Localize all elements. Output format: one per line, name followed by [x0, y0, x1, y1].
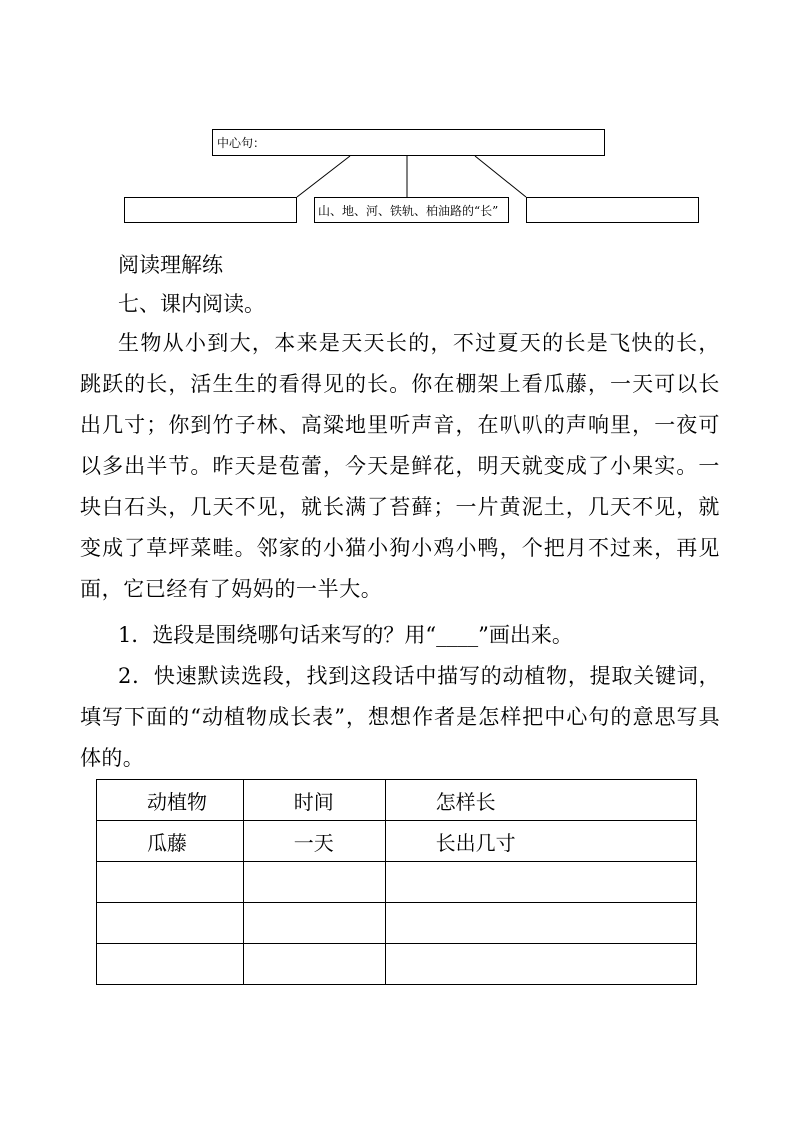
- table-cell-empty[interactable]: [243, 862, 385, 903]
- growth-table: [96, 779, 697, 985]
- central-sentence-box[interactable]: [212, 129, 605, 156]
- table-row: [97, 862, 697, 903]
- middle-example-text: 山、地、河、铁轨、柏油路的“长”: [318, 204, 499, 218]
- table-row: [97, 903, 697, 944]
- header-cell: 动植物: [97, 780, 244, 821]
- section-title: 阅读理解练: [118, 253, 223, 277]
- exercise-title: 七、课内阅读。: [118, 292, 265, 316]
- mind-map-diagram: [0, 0, 793, 240]
- table-header-row: [97, 780, 697, 821]
- middle-example-box: [314, 197, 509, 223]
- question-1: 1．选段是围绕哪句话来写的？用“____”画出来。: [118, 623, 573, 647]
- table-cell: 瓜藤: [97, 821, 244, 862]
- table-row: [97, 944, 697, 985]
- reading-passage: 生物从小到大，本来是天天长的，不过夏天的长是飞快的长，跳跃的长，活生生的看得见的长。你在棚架上看瓜藤，一天可以长出几寸；你到竹子林、高粱地里听声音，在叭叭的声响里，一夜可以多出半节。昨天是苞蕾，今天是鲜花，明天就变成了小果实。一块白石头，几天不见，就长满了苔藓；一片黄泥土，几天不见，就变成了草坪菜畦。邻家的小猫小狗小鸡小鸭，个把月不过来，再见面，它已经有了妈妈的一半大。: [80, 331, 720, 601]
- table-cell-empty[interactable]: [97, 944, 244, 985]
- table-row: [97, 821, 697, 862]
- left-answer-box[interactable]: [124, 197, 297, 223]
- table-cell-empty[interactable]: [97, 903, 244, 944]
- question-2: 2．快速默读选段，找到这段话中描写的动植物，提取关键词，填写下面的“动植物成长表”，想想作者是怎样把中心句的意思写具体的。: [80, 664, 720, 770]
- right-answer-box[interactable]: [526, 197, 699, 223]
- table-cell-empty[interactable]: [243, 903, 385, 944]
- header-cell: 时间: [243, 780, 385, 821]
- table-cell-empty[interactable]: [97, 862, 244, 903]
- table-cell-empty[interactable]: [385, 862, 696, 903]
- table-cell-empty[interactable]: [243, 944, 385, 985]
- central-sentence-label: 中心句：: [217, 136, 266, 150]
- table-cell: 一天: [243, 821, 385, 862]
- table-cell-empty[interactable]: [385, 903, 696, 944]
- table-cell-empty[interactable]: [385, 944, 696, 985]
- header-cell: 怎样长: [385, 780, 696, 821]
- table-cell: 长出几寸: [385, 821, 696, 862]
